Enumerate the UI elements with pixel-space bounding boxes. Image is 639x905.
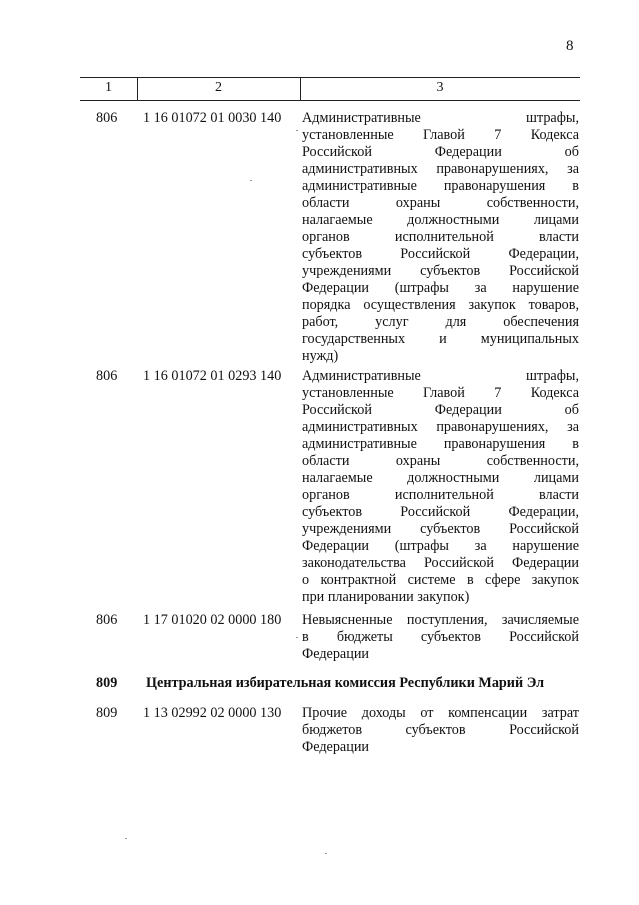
- description-line: субъектов Российской Федерации,: [302, 246, 579, 262]
- description-line: налагаемые должностными лицами: [302, 212, 579, 228]
- description-line: административных правонарушениях, за: [302, 419, 579, 435]
- row-description: [302, 705, 579, 756]
- table-header: [80, 77, 580, 101]
- row-code-2: 1 17 01020 02 0000 180: [143, 612, 282, 628]
- row-code-1: 806: [96, 368, 118, 384]
- section-title: Центральная избирательная комиссия Республики Марий Эл: [146, 675, 545, 691]
- header-col-1: 1: [105, 80, 112, 95]
- description-line: органов исполнительной власти: [302, 487, 579, 503]
- row-code-2: 1 13 02992 02 0000 130: [143, 705, 282, 721]
- scan-speck: [125, 838, 127, 839]
- description-line: Федерации: [302, 739, 370, 755]
- description-line: административных правонарушениях, за: [302, 161, 579, 177]
- description-line: бюджетов субъектов Российской: [302, 722, 579, 738]
- description-line: области охраны собственности,: [302, 453, 579, 469]
- description-line: Федерации (штрафы за нарушение: [302, 538, 579, 554]
- row-code-1: 806: [96, 612, 118, 628]
- page-number: 8: [566, 38, 574, 54]
- row-code-2: 1 16 01072 01 0030 140: [143, 110, 282, 126]
- description-line: работ, услуг для обеспечения: [302, 314, 579, 330]
- description-line: законодательства Российской Федерации: [302, 555, 579, 571]
- description-line: органов исполнительной власти: [302, 229, 579, 245]
- scan-speck: [296, 637, 298, 638]
- section-code: 809: [96, 675, 118, 691]
- scan-speck: [296, 130, 298, 131]
- description-line: государственных и муниципальных: [302, 331, 579, 347]
- header-col-2: 2: [215, 80, 222, 95]
- row-code-1: 806: [96, 110, 118, 126]
- description-line: административные правонарушения в: [302, 178, 579, 194]
- description-line: установленные Главой 7 Кодекса: [302, 385, 579, 401]
- description-line: Российской Федерации об: [302, 402, 579, 418]
- description-line: административные правонарушения в: [302, 436, 579, 452]
- description-line: субъектов Российской Федерации,: [302, 504, 579, 520]
- description-line: Административные штрафы,: [302, 368, 579, 384]
- description-line: Невыясненные поступления, зачисляемые: [302, 612, 579, 628]
- description-line: области охраны собственности,: [302, 195, 579, 211]
- description-line: в бюджеты субъектов Российской: [302, 629, 579, 645]
- row-code-1: 809: [96, 705, 118, 721]
- description-line: о контрактной системе в сфере закупок: [302, 572, 579, 588]
- row-description: [302, 110, 579, 365]
- description-line: учреждениями субъектов Российской: [302, 521, 579, 537]
- description-line: установленные Главой 7 Кодекса: [302, 127, 579, 143]
- scan-speck: [325, 853, 327, 854]
- description-line: Прочие доходы от компенсации затрат: [302, 705, 579, 721]
- description-line: Федерации: [302, 646, 370, 662]
- row-description: [302, 368, 579, 606]
- description-line: налагаемые должностными лицами: [302, 470, 579, 486]
- description-line: порядка осуществления закупок товаров,: [302, 297, 579, 313]
- description-line: нужд): [302, 348, 339, 364]
- description-line: при планировании закупок): [302, 589, 470, 605]
- row-code-2: 1 16 01072 01 0293 140: [143, 368, 282, 384]
- description-line: Российской Федерации об: [302, 144, 579, 160]
- header-col-3: 3: [436, 80, 444, 95]
- scan-speck: [250, 180, 252, 181]
- row-description: [302, 612, 579, 663]
- description-line: Федерации (штрафы за нарушение: [302, 280, 579, 296]
- description-line: учреждениями субъектов Российской: [302, 263, 579, 279]
- description-line: Административные штрафы,: [302, 110, 579, 126]
